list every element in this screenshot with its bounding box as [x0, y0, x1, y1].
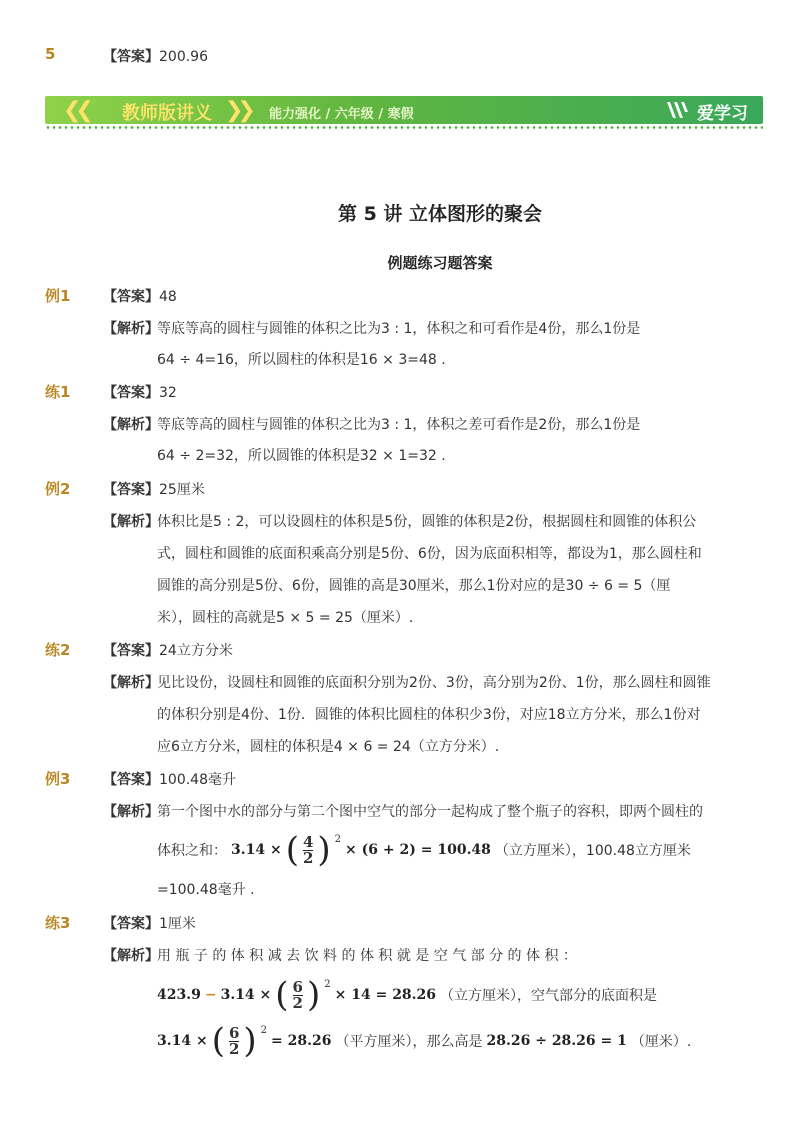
- formula-operator: −: [204, 987, 217, 1003]
- brand-logo-text: 爱学习: [697, 104, 748, 124]
- formula-term: 28.26 ÷ 28.26 = 1: [486, 1033, 627, 1049]
- answer-value: 24立方分米: [159, 643, 233, 659]
- analysis-line: 的体积分别是4份、1份．圆锥的体积比圆柱的体积少3份，对应18立方分米，那么1份对: [157, 707, 701, 723]
- answer-row: [103, 769, 236, 789]
- analysis-line: 式，圆柱和圆锥的底面积乘高分别是5份、6份，因为底面积相等，都设为1，那么圆柱和: [157, 546, 702, 562]
- analysis-label: 【解析】: [103, 675, 159, 691]
- analysis-line: 米），圆柱的高就是5 × 5 = 25（厘米）.: [157, 610, 414, 626]
- fraction: $\frac{4}{2}$: [302, 832, 314, 867]
- formula-text: （立方厘米），空气部分的底面积是: [440, 988, 658, 1004]
- top-answer-label: 【答案】: [103, 49, 159, 65]
- question-id: 练1: [45, 383, 71, 401]
- analysis-line: 体积比是5 : 2，可以设圆柱的体积是5份，圆锥的体积是2份，根据圆柱和圆锥的体积公: [157, 514, 697, 530]
- question-id: 例2: [45, 480, 71, 498]
- analysis-line: 应6立方分米，圆柱的体积是4 × 6 = 24（立方分米）.: [157, 739, 500, 755]
- answer-row: [103, 640, 233, 660]
- question-id: 练2: [45, 641, 71, 659]
- answer-row: [103, 382, 177, 402]
- analysis-line: 64 ÷ 2=32，所以圆锥的体积是32 × 1=32 .: [157, 448, 446, 464]
- answer-label: 【答案】: [103, 643, 159, 659]
- formula-term: × (6 + 2) = 100.48: [345, 842, 491, 858]
- analysis-label: 【解析】: [103, 321, 159, 337]
- analysis-line: 64 ÷ 4=16，所以圆柱的体积是16 × 3=48 .: [157, 352, 446, 368]
- chevron-right-icon: ❯❯: [225, 98, 250, 123]
- formula-text: （厘米）.: [630, 1034, 692, 1050]
- formula-text: （平方厘米），那么高是: [335, 1034, 483, 1050]
- formula-term: = 28.26: [271, 1033, 332, 1049]
- answer-label: 【答案】: [103, 916, 159, 932]
- formula-term: 3.14 ×: [231, 842, 282, 858]
- answer-label: 【答案】: [103, 289, 159, 305]
- analysis-line: 见比设份，设圆柱和圆锥的底面积分别为2份、3份，高分别为2份、1份，那么圆柱和圆锥: [157, 675, 711, 691]
- analysis-formula-line: 体积之和： 3.14 × ( $\frac{4}{2}$ ) $^2$ × (6 + 2) = 100.48 （立方厘米），100.48立方厘米: [157, 830, 691, 870]
- analysis-label: 【解析】: [103, 804, 159, 820]
- top-answer-tag: [103, 46, 208, 66]
- fraction: $\frac{6}{2}$: [292, 977, 303, 1012]
- analysis-label: 【解析】: [103, 948, 159, 964]
- formula-term: 423.9: [157, 987, 201, 1003]
- brand-logo-icon: [665, 100, 695, 120]
- answer-label: 【答案】: [103, 385, 159, 401]
- formula-term: × 14 = 28.26: [334, 987, 437, 1003]
- analysis-formula-line: 3.14 × ( $\frac{6}{2}$ ) $^2$ = 28.26 （平方厘米），那么高是 28.26 ÷ 28.26 = 1 （厘米）.: [157, 1021, 692, 1061]
- formula-text: （立方厘米），100.48立方厘米: [494, 843, 691, 859]
- analysis-formula-line: 423.9 − 3.14 × ( $\frac{6}{2}$ ) $^2$ × 14 = 28.26 （立方厘米），空气部分的底面积是: [157, 975, 658, 1015]
- fraction: $\frac{6}{2}$: [228, 1023, 240, 1058]
- formula-text: 体积之和：: [157, 843, 227, 859]
- chevron-left-icon: ❮❮: [63, 98, 88, 123]
- answer-row: [103, 913, 196, 933]
- banner-subtitle: 能力强化 / 六年级 / 寒假: [269, 107, 414, 122]
- formula-term: 3.14 ×: [157, 1033, 208, 1049]
- answer-row: [103, 479, 205, 499]
- answer-value: 32: [159, 385, 177, 401]
- top-answer-value: 200.96: [159, 49, 208, 65]
- question-id: 练3: [45, 914, 71, 932]
- lecture-title: 第 5 讲 立体图形的聚会: [337, 203, 543, 225]
- analysis-line: 等底等高的圆柱与圆锥的体积之比为3 : 1，体积之和可看作是4份，那么1份是: [157, 321, 641, 337]
- answer-value: 1厘米: [159, 916, 196, 932]
- answer-label: 【答案】: [103, 772, 159, 788]
- analysis-label: 【解析】: [103, 417, 159, 433]
- question-id: 例1: [45, 287, 71, 305]
- answer-row: [103, 286, 177, 306]
- section-title: 例题练习题答案: [387, 254, 493, 272]
- banner-title: 教师版讲义: [122, 103, 212, 124]
- answer-value: 100.48毫升: [159, 772, 236, 788]
- analysis-line: 第一个图中水的部分与第二个图中空气的部分一起构成了整个瓶子的容积，即两个圆柱的: [157, 804, 703, 820]
- answer-value: 48: [159, 289, 177, 305]
- answer-label: 【答案】: [103, 482, 159, 498]
- analysis-line: 等底等高的圆柱与圆锥的体积之比为3 : 1，体积之差可看作是2份，那么1份是: [157, 417, 641, 433]
- analysis-line: =100.48毫升 .: [157, 882, 255, 898]
- question-id: 例3: [45, 770, 71, 788]
- analysis-label: 【解析】: [103, 514, 159, 530]
- answer-value: 25厘米: [159, 482, 205, 498]
- analysis-line: 圆锥的高分别是5份、6份，圆锥的高是30厘米，那么1份对应的是30 ÷ 6 = 5（厘: [157, 578, 671, 594]
- top-question-number: 5: [45, 45, 56, 63]
- formula-term: 3.14 ×: [220, 987, 272, 1003]
- analysis-line: 用 瓶 子 的 体 积 减 去 饮 料 的 体 积 就 是 空 气 部 分 的 体 积 ：: [157, 948, 577, 964]
- header-banner: [45, 96, 763, 128]
